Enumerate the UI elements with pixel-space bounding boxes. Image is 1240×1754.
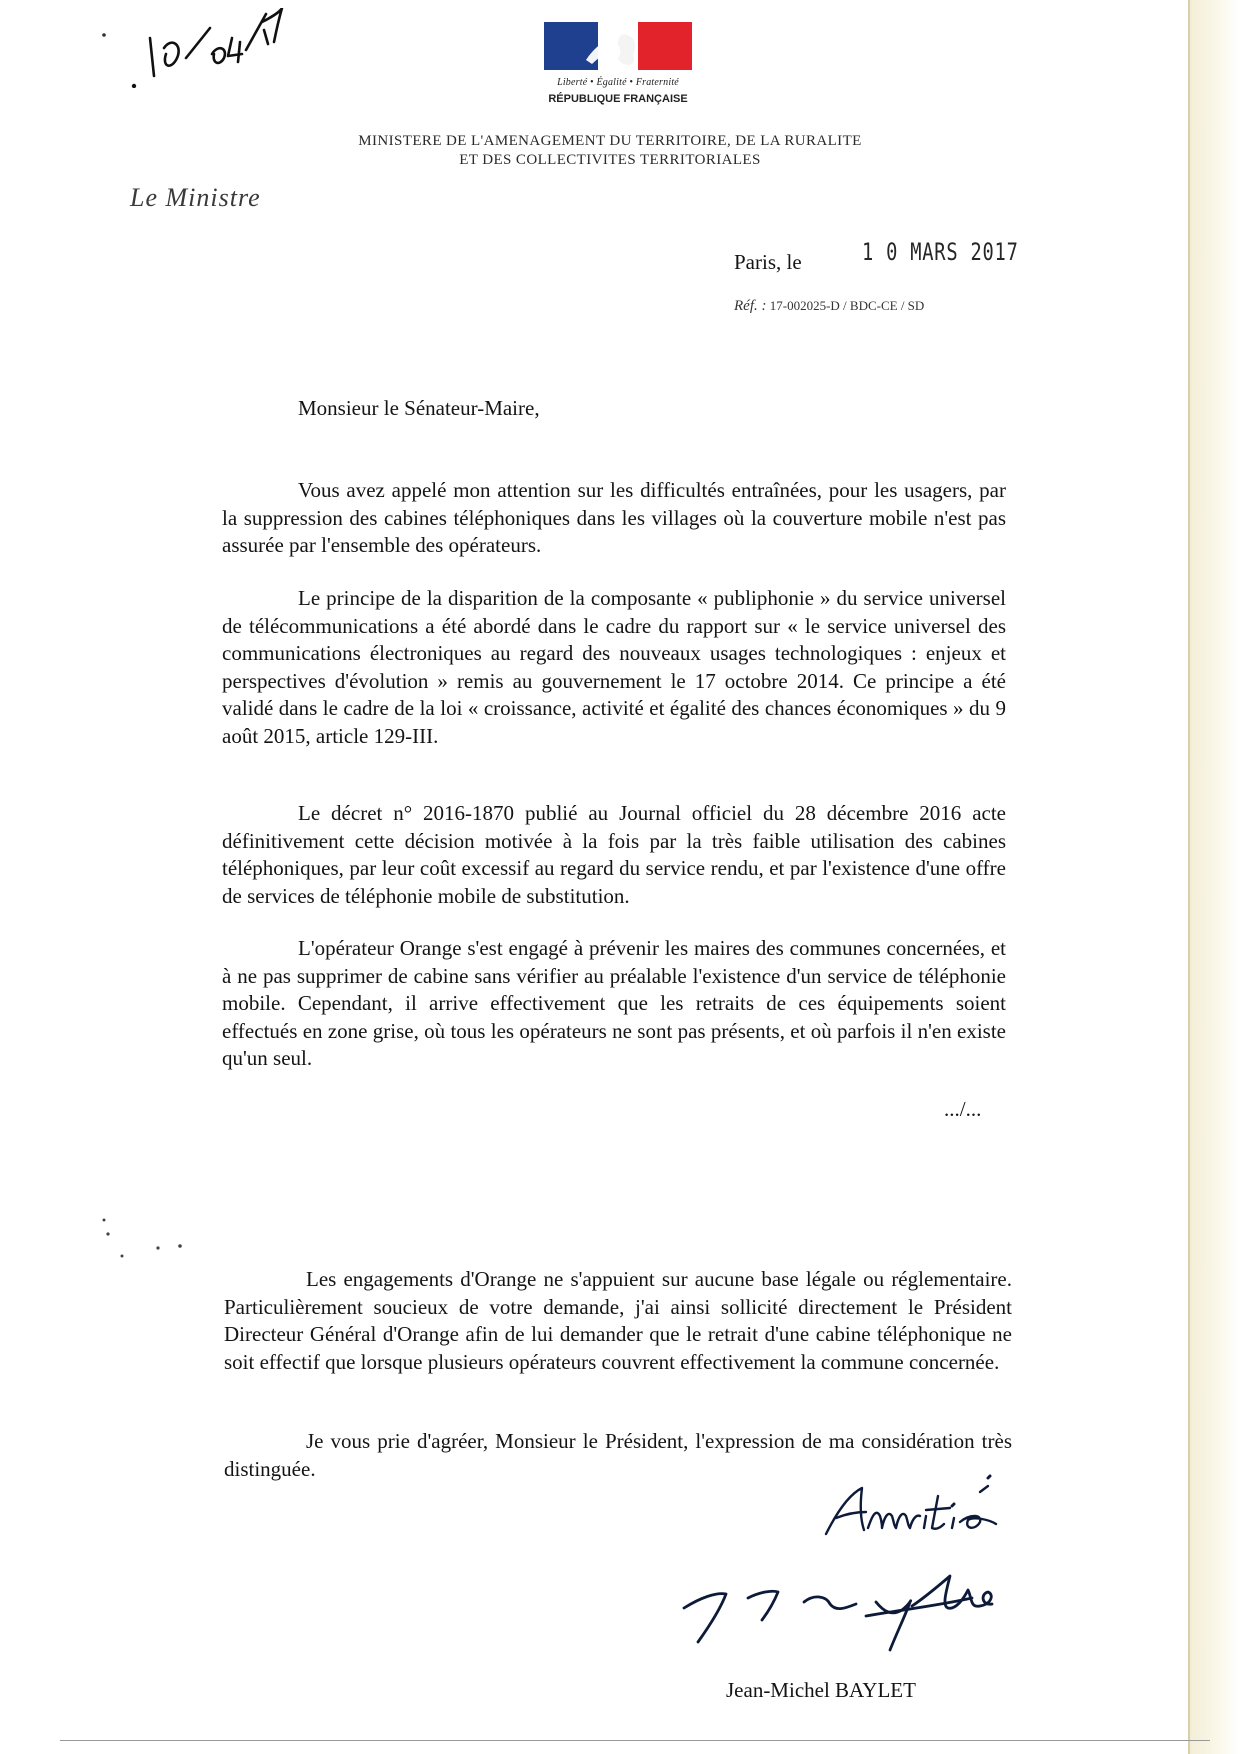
page-edge-strip [1190, 0, 1240, 1754]
place: Paris, le [734, 250, 802, 274]
republique-francaise: RÉPUBLIQUE FRANÇAISE [548, 93, 688, 105]
closing-paragraph: Je vous prie d'agréer, Monsieur le Président, l'expression de ma considération très distinguée. [224, 1429, 1012, 1481]
continuation-mark: .../... [944, 1097, 982, 1121]
stray-mark [100, 30, 110, 40]
handwritten-amitie [820, 1470, 1050, 1550]
reference-number: 17-002025-D / BDC-CE / SD [769, 298, 925, 313]
signature [680, 1558, 1060, 1658]
paragraph-5: Les engagements d'Orange ne s'appuient sur aucune base légale ou réglementaire. Particulièrement soucieux de votre demande, j'ai ainsi sollicité directement le Président Directeur Général d'Orange afin de lui demander que le retrait d'une cabine téléphonique ne soit effectif que lorsque plusieurs opérateurs couvrent effectivement la commune concernée. [224, 1267, 1012, 1374]
date-stamp: 1 0 MARS 2017 [862, 238, 1019, 266]
letter-author: Le Ministre [130, 183, 261, 212]
reference [734, 298, 924, 315]
ministry-line-2: ET DES COLLECTIVITES TERRITORIALES [459, 152, 761, 168]
handwritten-date-note [128, 8, 288, 88]
ministry-heading [300, 132, 920, 170]
paragraph-2: Le principe de la disparition de la composante « publiphonie » du service universel de télécommunications a été abordé dans le cadre du rapport sur « le service universel des communications électroniques au regard des nouveaux usages technologiques : enjeux et perspectives d'évolution » remis au gouvernement le 17 octobre 2014. Ce principe a été validé dans le cadre de la loi « croissance, activité et égalité des chances économiques » du 9 août 2015, article 129-III. [222, 586, 1006, 748]
signatory-name: Jean-Michel BAYLET [726, 1678, 916, 1702]
marianne-profile-icon [562, 26, 662, 70]
republic-motto: Liberté • Égalité • Fraternité [557, 77, 679, 88]
ministry-line-1: MINISTERE DE L'AMENAGEMENT DU TERRITOIRE, DE LA RURALITE [358, 133, 862, 149]
marianne-logo [544, 22, 692, 112]
paragraph-4: L'opérateur Orange s'est engagé à prévenir les maires des communes concernées, et à ne pas supprimer de cabine sans vérifier au préalable l'existence d'un service de téléphonie mobile. Cependant, il arrive effectivement que les retraits de ces équipements soient effectués en zone grise, où tous les opérateurs ne sont pas présents, et où parfois il n'en existe qu'un seul. [222, 936, 1006, 1071]
reference-label: Réf. : [734, 298, 767, 314]
page-edge-line [1188, 0, 1190, 1754]
salutation: Monsieur le Sénateur-Maire, [298, 396, 540, 420]
paragraph-1: Vous avez appelé mon attention sur les difficultés entraînées, pour les usagers, par la suppression des cabines téléphoniques dans les villages où la couverture mobile n'est pas assurée par l'ensemble des opérateurs. [222, 478, 1006, 558]
page-bottom-line [60, 1740, 1210, 1741]
paragraph-3: Le décret n° 2016-1870 publié au Journal officiel du 28 décembre 2016 acte définitivement cette décision motivée à la fois par la très faible utilisation des cabines téléphoniques, par leur coût excessif au regard du service rendu, et par l'existence d'une offre de services de téléphonie mobile de substitution. [222, 801, 1006, 908]
stray-marks [96, 1200, 196, 1260]
